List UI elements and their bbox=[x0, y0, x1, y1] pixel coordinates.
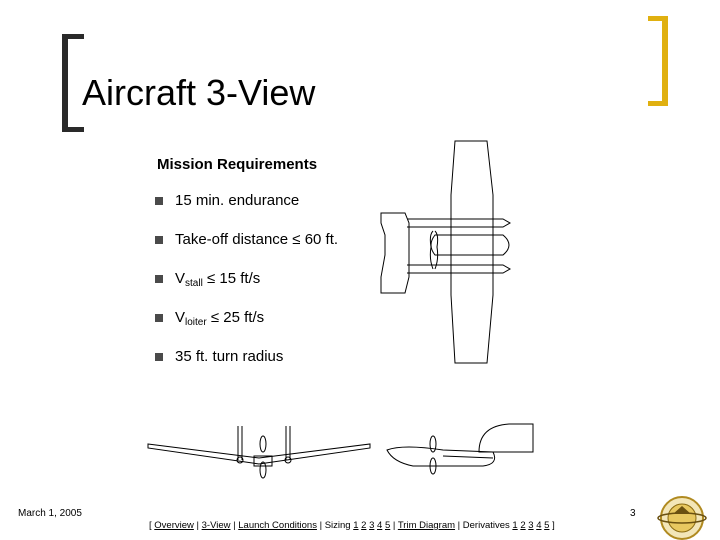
nav-link-overview[interactable]: Overview bbox=[154, 520, 194, 531]
footer-navigation bbox=[149, 520, 555, 531]
nav-link-derivatives-4[interactable]: 4 bbox=[536, 520, 542, 531]
bullet-text: Take-off distance ≤ 60 ft. bbox=[175, 231, 339, 248]
bullet-text: 15 min. endurance bbox=[175, 192, 300, 209]
aircraft-top-view bbox=[375, 135, 525, 375]
velocity-subscript: stall bbox=[185, 278, 203, 289]
velocity-subscript: loiter bbox=[185, 317, 207, 328]
square-bullet-icon bbox=[155, 275, 163, 283]
nav-link-derivatives-3[interactable]: 3 bbox=[528, 520, 534, 531]
square-bullet-icon bbox=[155, 353, 163, 361]
list-item bbox=[155, 270, 338, 309]
bullet-text bbox=[175, 309, 264, 328]
nav-link-derivatives-1[interactable]: 1 bbox=[512, 520, 518, 531]
nav-link-derivatives-5[interactable]: 5 bbox=[544, 520, 550, 531]
right-bracket bbox=[642, 16, 672, 108]
nav-link-derivatives-2[interactable]: 2 bbox=[520, 520, 526, 531]
nav-separator: | bbox=[230, 520, 239, 531]
velocity-limit: ≤ 15 ft/s bbox=[202, 270, 261, 287]
list-item bbox=[155, 348, 338, 387]
velocity-symbol: V bbox=[175, 270, 186, 287]
nav-separator: | Sizing bbox=[316, 520, 354, 531]
nav-link-sizing-4[interactable]: 4 bbox=[377, 520, 383, 531]
requirements-list bbox=[155, 192, 338, 387]
aircraft-front-view bbox=[144, 422, 374, 482]
organization-seal-logo bbox=[653, 492, 711, 540]
section-heading: Mission Requirements bbox=[157, 156, 318, 173]
nav-link-sizing-5[interactable]: 5 bbox=[384, 520, 391, 531]
nav-separator: | bbox=[193, 520, 202, 531]
bullet-text: 35 ft. turn radius bbox=[175, 348, 284, 365]
list-item bbox=[155, 192, 338, 231]
nav-separator: | bbox=[390, 520, 398, 531]
square-bullet-icon bbox=[155, 314, 163, 322]
nav-link-launch-conditions[interactable]: Launch Conditions bbox=[238, 520, 317, 531]
nav-link-sizing-2[interactable]: 2 bbox=[361, 520, 367, 531]
bullet-text bbox=[175, 270, 260, 289]
slide-title: Aircraft 3-View bbox=[82, 72, 316, 113]
nav-bracket: ] bbox=[549, 520, 555, 531]
list-item bbox=[155, 231, 338, 270]
square-bullet-icon bbox=[155, 197, 163, 205]
nav-link-trim-diagram[interactable]: Trim Diagram bbox=[397, 520, 456, 531]
nav-link-3-view[interactable]: 3-View bbox=[201, 520, 231, 531]
aircraft-side-view bbox=[383, 420, 543, 480]
velocity-limit: ≤ 25 ft/s bbox=[206, 309, 265, 326]
nav-separator: | Derivatives bbox=[455, 520, 513, 531]
list-item bbox=[155, 309, 338, 348]
velocity-symbol: V bbox=[175, 309, 186, 326]
nav-link-sizing-1[interactable]: 1 bbox=[353, 520, 359, 531]
page-number: 3 bbox=[630, 508, 636, 519]
square-bullet-icon bbox=[155, 236, 163, 244]
footer-date: March 1, 2005 bbox=[18, 508, 82, 519]
nav-bracket: [ bbox=[149, 520, 155, 531]
nav-link-sizing-3[interactable]: 3 bbox=[369, 520, 375, 531]
